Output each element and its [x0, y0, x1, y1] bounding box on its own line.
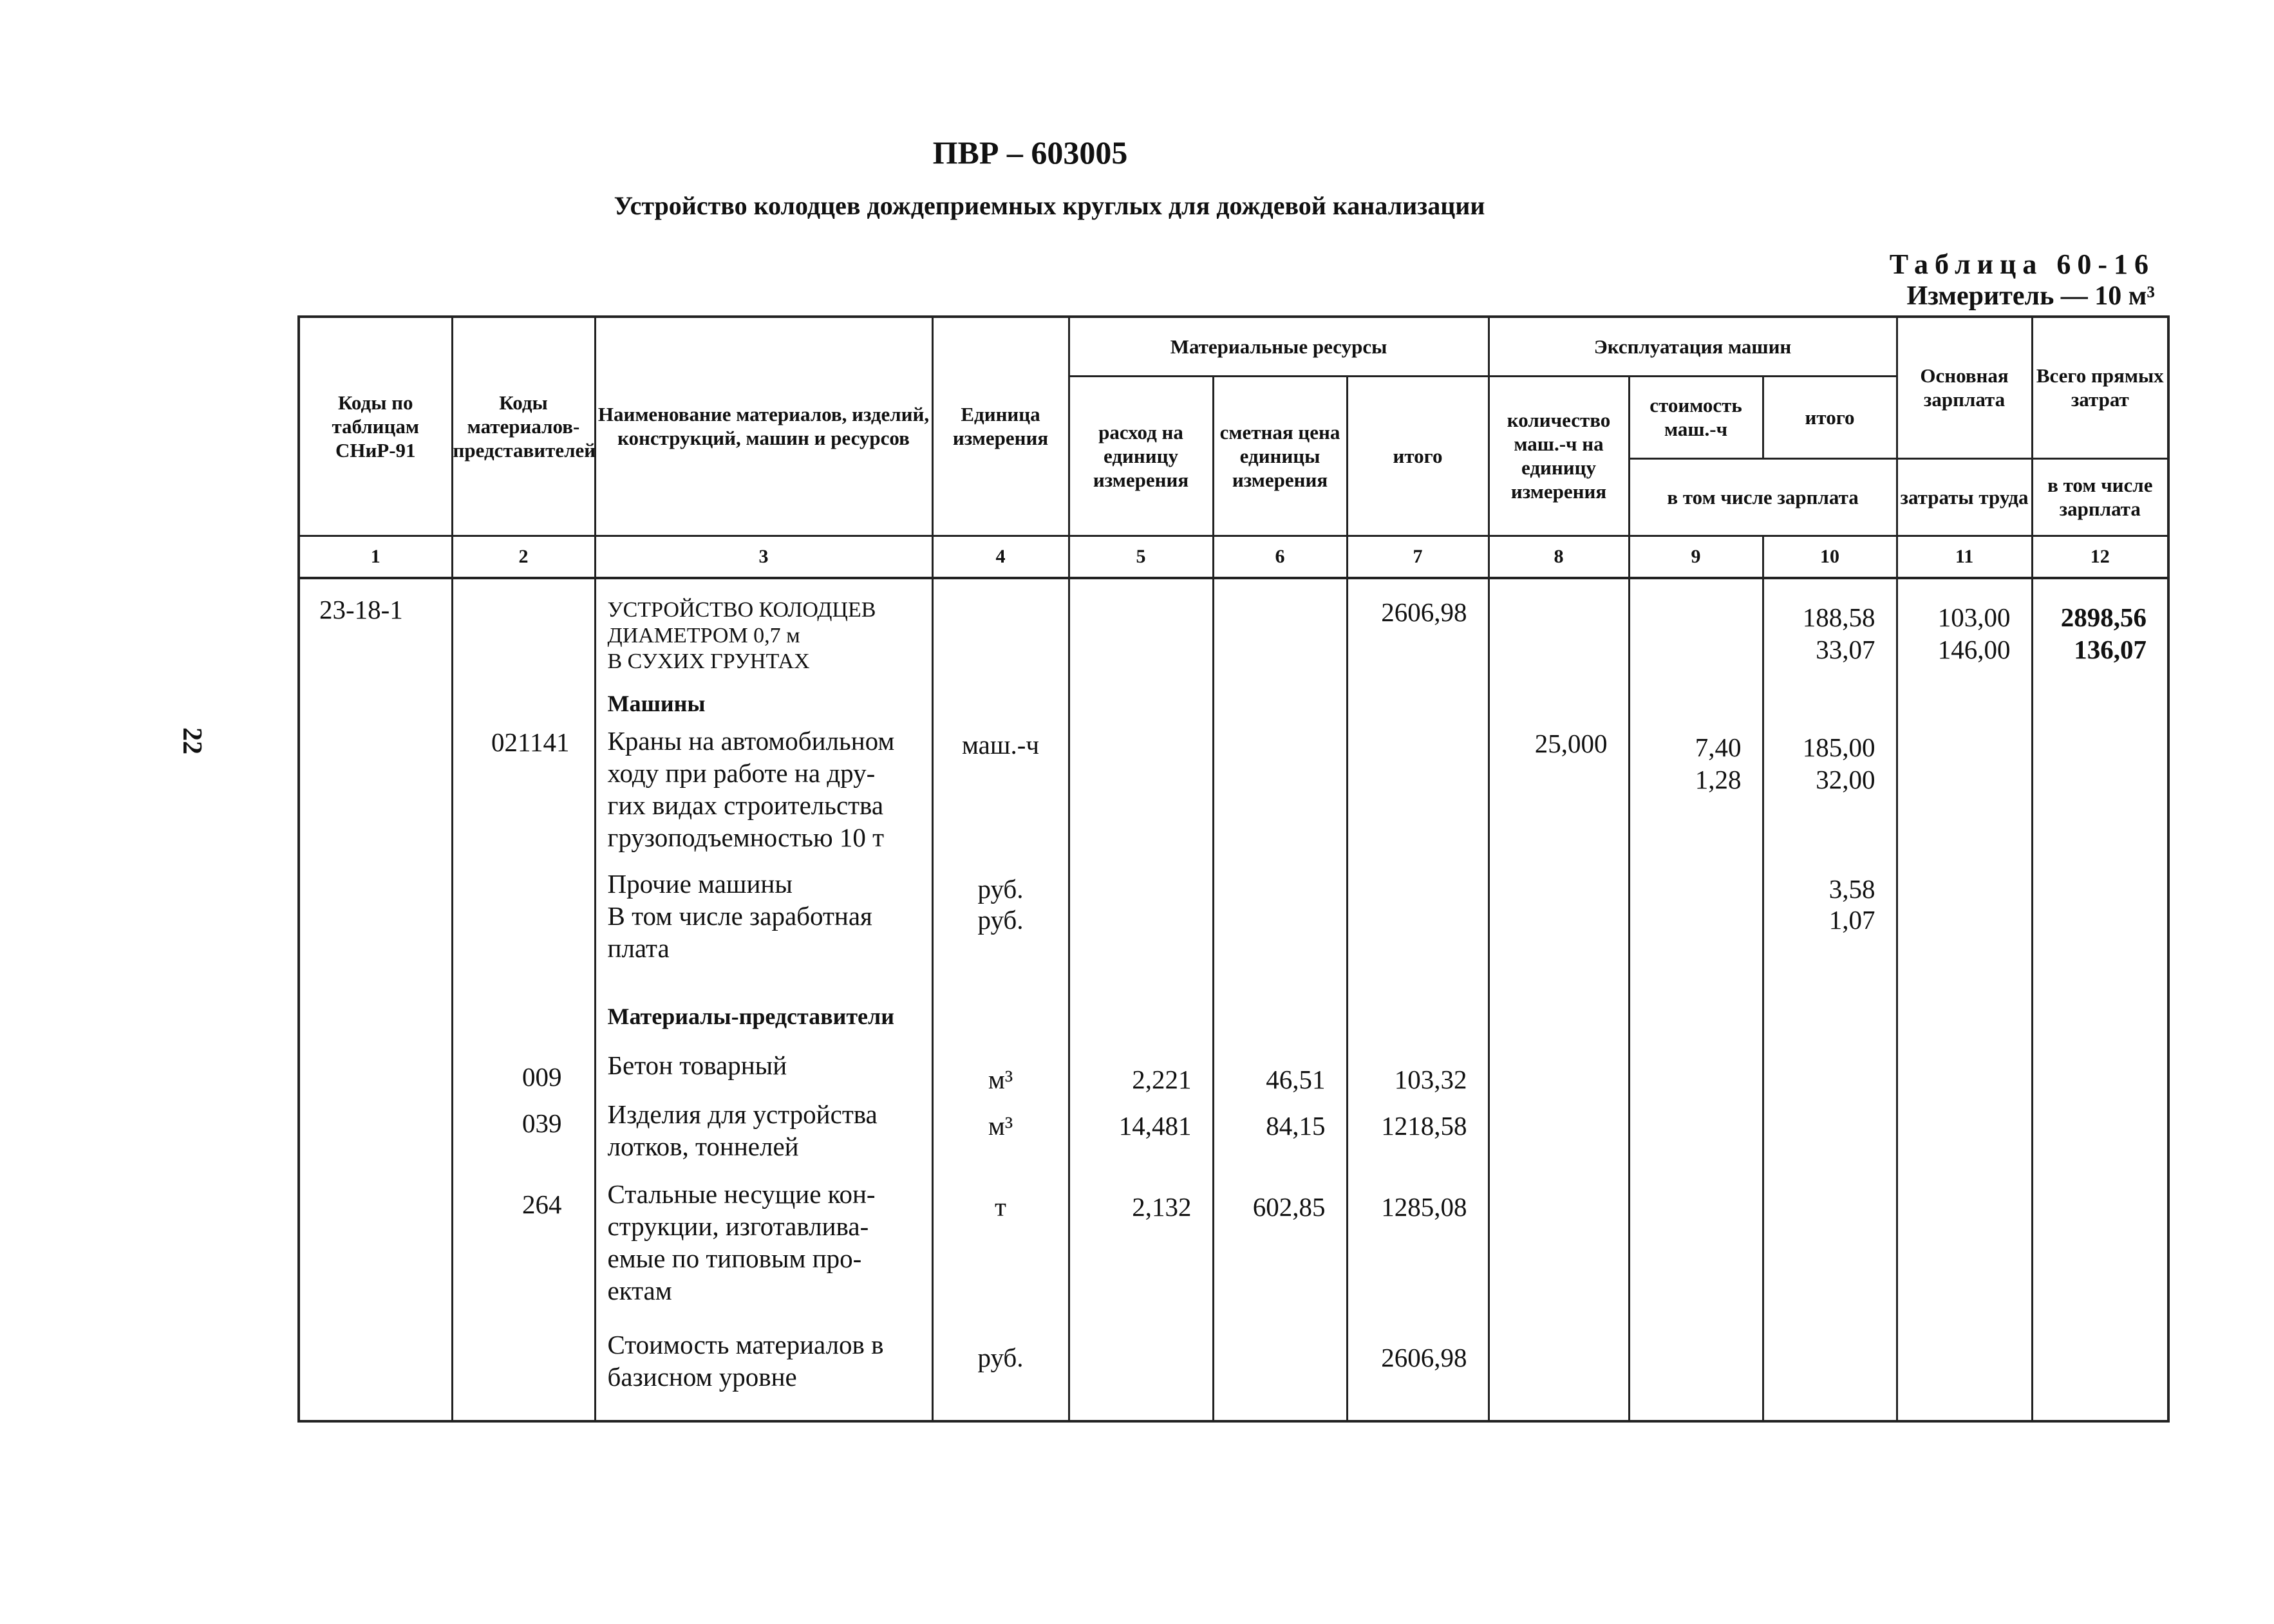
- name-steel-3: емые по типовым про-: [607, 1243, 862, 1273]
- labor-main: 146,00: [1937, 634, 2011, 664]
- machine-total-other-wage: 1,07: [1828, 904, 1875, 935]
- body-col12: [2032, 578, 2168, 1421]
- unit-other-wage: руб.: [977, 904, 1024, 935]
- name-main-1: УСТРОЙСТВО КОЛОДЦЕВ: [607, 597, 876, 622]
- unit-other-machines: руб.: [977, 873, 1024, 904]
- column-number-9: 9: [1629, 536, 1763, 578]
- header-col7: итого: [1347, 376, 1489, 536]
- header-col6: сметная цена единицы измерения: [1213, 376, 1347, 536]
- body-col6: [1213, 578, 1347, 1421]
- code-steel: 264: [522, 1189, 562, 1219]
- name-cost-2: базисном уровне: [607, 1361, 797, 1392]
- header-col11-sub: затраты труда: [1897, 458, 2032, 536]
- price-steel: 602,85: [1252, 1191, 1326, 1222]
- body-col7: [1347, 578, 1489, 1421]
- header-material-group: Материальные ресурсы: [1069, 317, 1489, 376]
- header-col11: Основная зарплата: [1897, 317, 2032, 458]
- column-number-6: 6: [1213, 536, 1347, 578]
- base-wage-main: 103,00: [1937, 602, 2011, 632]
- header-col9-10-sub: в том числе зарплата: [1629, 458, 1897, 536]
- header-machine-group: Эксплуатация машин: [1489, 317, 1897, 376]
- column-number-11: 11: [1897, 536, 2032, 578]
- name-steel-2: струкции, изготавлива-: [607, 1211, 869, 1241]
- name-crane-4: грузоподъемностью 10 т: [607, 822, 885, 852]
- body-col1: [299, 578, 452, 1421]
- name-crane-2: ходу при работе на дру-: [607, 758, 876, 788]
- resource-table: [297, 315, 2170, 1423]
- header-col3: Наименование материалов, изделий, конструкций, машин и ресурсов: [595, 317, 932, 536]
- column-number-2: 2: [452, 536, 595, 578]
- column-number-8: 8: [1489, 536, 1629, 578]
- machine-total-main: 188,58: [1802, 602, 1875, 632]
- header-col10: итого: [1763, 376, 1897, 458]
- body-col2: [452, 578, 595, 1421]
- column-number-12: 12: [2032, 536, 2168, 578]
- body-col3: [595, 578, 932, 1421]
- name-machines-heading: Машины: [607, 690, 706, 716]
- total-concrete: 103,32: [1394, 1064, 1467, 1094]
- name-steel-4: ектам: [607, 1275, 672, 1305]
- total-products: 1218,58: [1381, 1110, 1467, 1141]
- column-number-1: 1: [299, 536, 452, 578]
- name-other-wage-2: плата: [607, 933, 670, 963]
- name-other-wage-1: В том числе заработная: [607, 901, 872, 931]
- price-products: 84,15: [1266, 1110, 1326, 1141]
- body-col4: [932, 578, 1069, 1421]
- header-col9: стоимость маш.-ч: [1629, 376, 1763, 458]
- column-number-7: 7: [1347, 536, 1489, 578]
- machine-total-crane-wage: 32,00: [1816, 764, 1875, 794]
- header-col4: Единица измерения: [932, 317, 1069, 536]
- machine-total-main-wage: 33,07: [1816, 634, 1875, 664]
- code-products: 039: [522, 1108, 562, 1138]
- name-crane-3: гих видах строительства: [607, 790, 884, 820]
- body-col10: [1763, 578, 1897, 1421]
- document-title: Устройство колодцев дождеприемных круглых для дождевой канализации: [614, 191, 1485, 220]
- header-col12: Всего прямых затрат: [2032, 317, 2168, 458]
- name-cost-1: Стоимость материалов в: [607, 1329, 884, 1359]
- total-main: 2606,98: [1381, 597, 1467, 627]
- body-col8: [1489, 578, 1629, 1421]
- unit-products: м³: [988, 1110, 1013, 1141]
- table-code: 23-18-1: [319, 594, 403, 624]
- unit-steel: т: [995, 1191, 1006, 1222]
- header-col12-sub: в том числе зарплата: [2032, 458, 2168, 536]
- column-number-4: 4: [932, 536, 1069, 578]
- name-materials-heading: Материалы-представители: [607, 1003, 894, 1029]
- name-main-2: ДИАМЕТРОМ 0,7 м: [607, 623, 800, 648]
- name-main-3: В СУХИХ ГРУНТАХ: [607, 649, 810, 673]
- document-code: ПВР – 603005: [932, 135, 1128, 171]
- usage-concrete: 2,221: [1132, 1064, 1192, 1094]
- machine-hours-crane: 25,000: [1534, 728, 1608, 758]
- unit-cost: руб.: [977, 1342, 1024, 1372]
- machine-wage-crane: 1,28: [1695, 764, 1742, 794]
- total-steel: 1285,08: [1381, 1191, 1467, 1222]
- name-concrete: Бетон товарный: [607, 1050, 787, 1080]
- page-number: 22: [177, 727, 207, 754]
- body-col11: [1897, 578, 2032, 1421]
- name-crane-1: Краны на автомобильном: [607, 725, 895, 756]
- machine-total-other: 3,58: [1828, 873, 1875, 904]
- code-crane: 021141: [491, 727, 570, 757]
- machine-total-crane: 185,00: [1802, 732, 1875, 762]
- column-number-5: 5: [1069, 536, 1213, 578]
- header-col5: расход на единицу измерения: [1069, 376, 1213, 536]
- usage-products: 14,481: [1118, 1110, 1192, 1141]
- unit-concrete: м³: [988, 1064, 1013, 1094]
- measure-unit: Измеритель — 10 м³: [1906, 281, 2155, 311]
- header-col1: Коды по таблицам СНиР-91: [299, 317, 452, 536]
- column-number-10: 10: [1763, 536, 1897, 578]
- price-concrete: 46,51: [1266, 1064, 1326, 1094]
- body-col9: [1629, 578, 1763, 1421]
- machine-cost-crane: 7,40: [1695, 732, 1742, 762]
- column-number-3: 3: [595, 536, 932, 578]
- body-col5: [1069, 578, 1213, 1421]
- header-col8: количество маш.-ч на единицу измерения: [1489, 376, 1629, 536]
- name-steel-1: Стальные несущие кон-: [607, 1179, 876, 1209]
- header-col2: Коды материалов-представителей: [452, 317, 595, 536]
- direct-cost-main-wage: 136,07: [2074, 634, 2147, 664]
- usage-steel: 2,132: [1132, 1191, 1192, 1222]
- unit-crane: маш.-ч: [962, 729, 1039, 760]
- total-cost: 2606,98: [1381, 1342, 1467, 1372]
- table-number: Таблица 60-16: [1889, 248, 2155, 280]
- name-products-1: Изделия для устройства: [607, 1099, 878, 1129]
- name-products-2: лотков, тоннелей: [607, 1131, 799, 1161]
- direct-cost-main: 2898,56: [2060, 602, 2147, 632]
- code-concrete: 009: [522, 1061, 562, 1092]
- name-other-machines: Прочие машины: [607, 868, 793, 899]
